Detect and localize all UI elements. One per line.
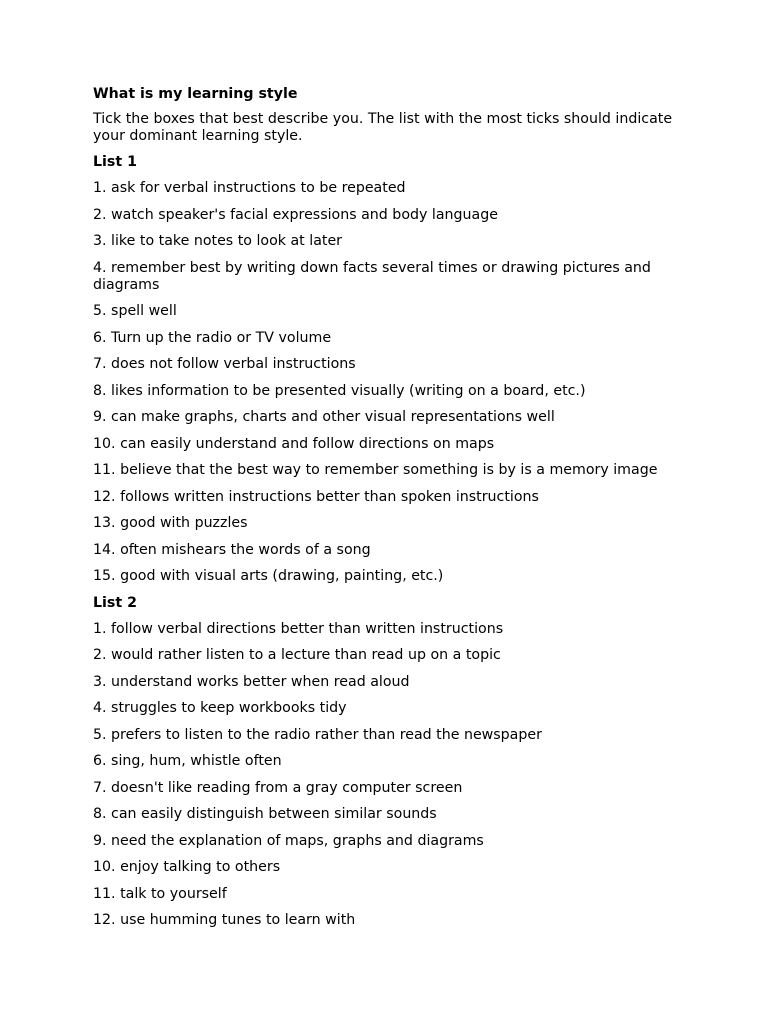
list-item: 9. can make graphs, charts and other visual representations well [93,409,555,425]
list-item: 14. often mishears the words of a song [93,541,371,558]
document-title: What is my learning style [93,86,298,102]
list-item: 8. likes information to be presented visually (writing on a board, etc.) [93,382,586,399]
intro-paragraph: Tick the boxes that best describe you. The list with the most ticks should indicate your dominant learning style. [93,111,673,144]
list-item: 6. sing, hum, whistle often [93,753,282,769]
list-item: 2. watch speaker's facial expressions and body language [93,206,498,223]
list-item: 13. good with puzzles [93,515,248,531]
list-item: 12. use humming tunes to learn with [93,912,356,928]
list-item: 11. believe that the best way to remember something is by is a memory image [93,462,658,478]
list-item: 3. understand works better when read aloud [93,673,410,690]
list-item: 1. ask for verbal instructions to be repeated [93,180,406,196]
list-item: 1. follow verbal directions better than written instructions [93,620,504,637]
list-item: 4. remember best by writing down facts several times or drawing pictures and diagrams [93,259,651,293]
list-item: 12. follows written instructions better than spoken instructions [93,488,539,505]
list-item: 4. struggles to keep workbooks tidy [93,700,347,716]
list-2-heading: List 2 [93,594,137,611]
list-item: 10. enjoy talking to others [93,859,281,875]
list-item: 5. prefers to listen to the radio rather than read the newspaper [93,726,542,743]
list-item: 7. does not follow verbal instructions [93,356,356,372]
list-1-heading: List 1 [93,154,137,170]
list-1 [93,180,693,585]
list-item: 7. doesn't like reading from a gray computer screen [93,779,463,796]
list-item: 2. would rather listen to a lecture than read up on a topic [93,647,501,663]
list-2 [93,621,693,930]
list-item: 11. talk to yourself [93,885,227,902]
list-item: 10. can easily understand and follow directions on maps [93,435,495,452]
list-item: 9. need the explanation of maps, graphs and diagrams [93,832,484,849]
list-item: 5. spell well [93,303,177,319]
list-item: 6. Turn up the radio or TV volume [93,329,332,346]
list-item: 8. can easily distinguish between similar sounds [93,806,437,822]
document-page [93,86,693,939]
list-item: 15. good with visual arts (drawing, painting, etc.) [93,568,444,584]
list-item: 3. like to take notes to look at later [93,233,343,249]
